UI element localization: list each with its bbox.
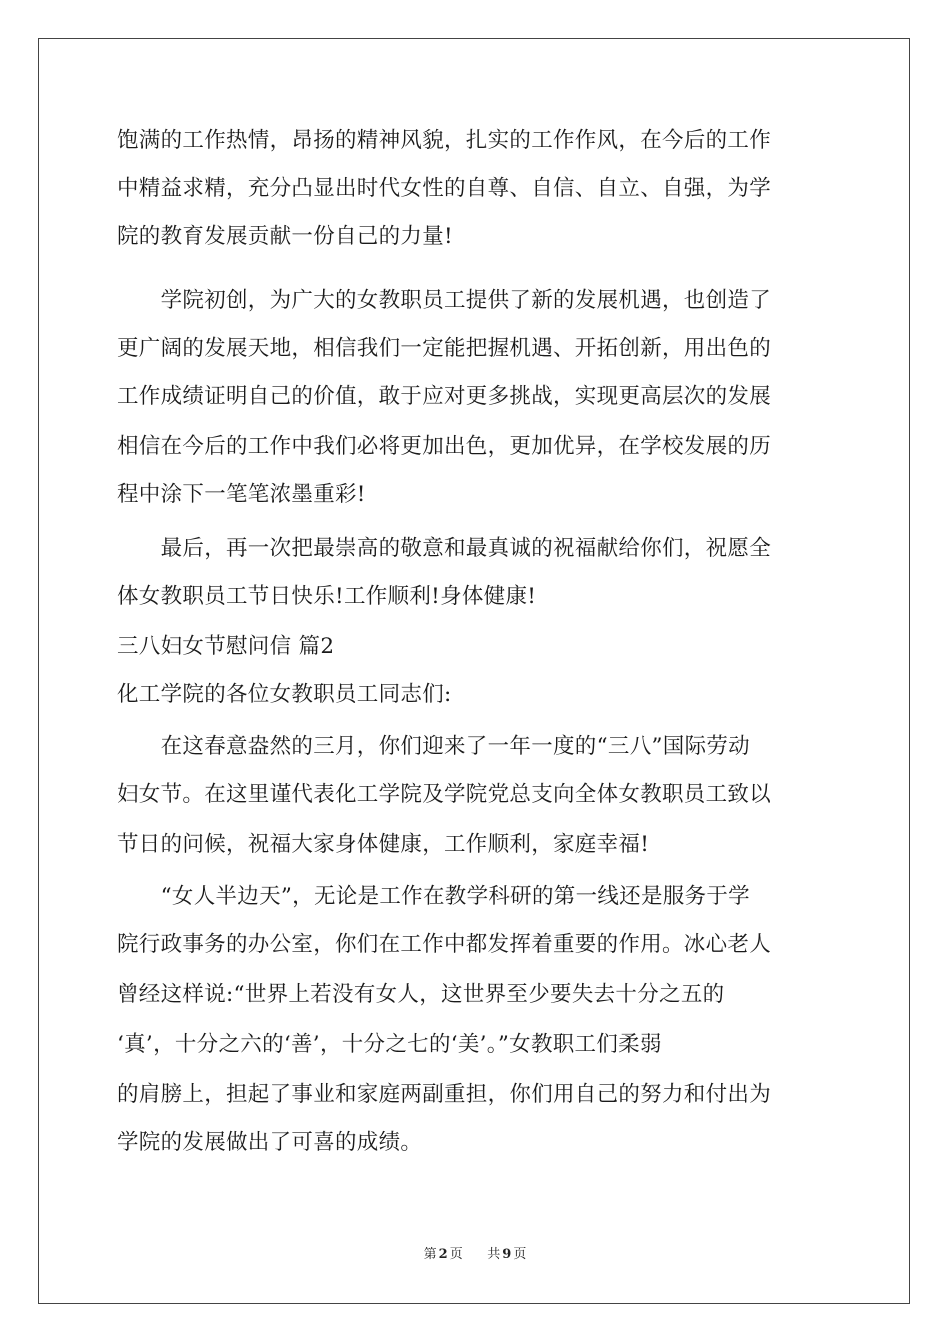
- text-line: 学院的发展做出了可喜的成绩。: [117, 1130, 423, 1155]
- text-line: 院的教育发展贡献一份自己的力量!: [117, 224, 453, 249]
- total-pages-indicator: 共 9 页: [487, 1247, 527, 1262]
- page-footer: [0, 1246, 950, 1264]
- text-line: 曾经这样说:“世界上若没有女人，这世界至少要失去十分之五的: [117, 982, 725, 1007]
- text-line: 体女教职员工节日快乐!工作顺利!身体健康!: [117, 584, 537, 609]
- section-heading: 三八妇女节慰问信 篇2: [117, 634, 335, 659]
- text-line: 相信在今后的工作中我们必将更加出色，更加优异，在学校发展的历: [117, 434, 772, 459]
- text-line: 的肩膀上，担起了事业和家庭两副重担，你们用自己的努力和付出为: [117, 1082, 772, 1107]
- text-line: 工作成绩证明自己的价值，敢于应对更多挑战，实现更高层次的发展: [117, 384, 772, 409]
- text-line: 最后，再一次把最崇高的敬意和最真诚的祝福献给你们，祝愿全: [117, 536, 772, 561]
- text-line: 院行政事务的办公室，你们在工作中都发挥着重要的作用。冰心老人: [117, 932, 772, 957]
- text-line: 更广阔的发展天地，相信我们一定能把握机遇、开拓创新，用出色的: [117, 336, 772, 361]
- page-indicator: 第 2 页: [423, 1247, 463, 1262]
- total-pages: 9: [502, 1247, 512, 1262]
- salutation: 化工学院的各位女教职员工同志们:: [117, 682, 452, 707]
- text-line: 中精益求精，充分凸显出时代女性的自尊、自信、自立、自强，为学: [117, 176, 772, 201]
- text-line: ‘真’，十分之六的‘善’，十分之七的‘美’。”女教职工们柔弱: [117, 1032, 662, 1057]
- text-line: 妇女节。在这里谨代表化工学院及学院党总支向全体女教职员工致以: [117, 782, 772, 807]
- text-line: 在这春意盎然的三月，你们迎来了一年一度的“三八”国际劳动: [117, 734, 750, 759]
- text-line: 程中涂下一笔笔浓墨重彩!: [117, 482, 366, 507]
- text-line: 节日的问候，祝福大家身体健康，工作顺利，家庭幸福!: [117, 832, 650, 857]
- page-number: 2: [438, 1247, 448, 1262]
- text-line: “女人半边天”，无论是工作在教学科研的第一线还是服务于学: [117, 884, 750, 909]
- text-line: 学院初创，为广大的女教职员工提供了新的发展机遇，也创造了: [117, 288, 772, 313]
- text-line: 饱满的工作热情，昂扬的精神风貌，扎实的工作作风，在今后的工作: [117, 128, 772, 153]
